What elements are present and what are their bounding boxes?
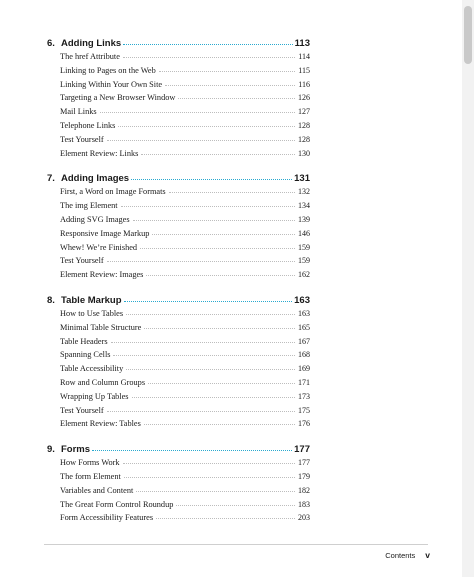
entry-page-number: 173 bbox=[298, 391, 310, 401]
leader-dots bbox=[111, 336, 295, 343]
toc-entry[interactable] bbox=[47, 472, 310, 486]
leader-dots bbox=[124, 294, 293, 302]
leader-dots bbox=[123, 457, 295, 464]
entry-page-number: 203 bbox=[298, 513, 310, 523]
chapter-heading-7[interactable] bbox=[47, 173, 310, 187]
toc-entry[interactable] bbox=[47, 149, 310, 163]
entry-page-number: 169 bbox=[298, 364, 310, 374]
chapter-number: 8. bbox=[47, 294, 55, 306]
entry-title: Whew! We’re Finished bbox=[60, 242, 138, 252]
leader-dots bbox=[165, 79, 295, 86]
leader-dots bbox=[107, 405, 295, 412]
toc-entry[interactable] bbox=[47, 80, 310, 94]
entry-title: Adding SVG Images bbox=[60, 214, 130, 224]
footer-divider bbox=[44, 544, 428, 545]
toc-entry[interactable] bbox=[47, 350, 310, 364]
chapter-page-number: 131 bbox=[294, 173, 310, 185]
entry-title: Row and Column Groups bbox=[60, 377, 146, 387]
entry-title: Responsive Image Markup bbox=[60, 228, 150, 238]
entry-page-number: 165 bbox=[298, 322, 310, 332]
toc-entry[interactable] bbox=[47, 187, 310, 201]
entry-title: The Great Form Control Roundup bbox=[60, 499, 174, 509]
entry-page-number: 115 bbox=[298, 65, 310, 75]
entry-title: The img Element bbox=[60, 201, 118, 211]
toc-entry[interactable] bbox=[47, 201, 310, 215]
toc-entry[interactable] bbox=[47, 513, 310, 527]
leader-dots bbox=[92, 443, 292, 451]
entry-page-number: 146 bbox=[298, 228, 310, 238]
leader-dots bbox=[126, 363, 295, 370]
chapter-number: 9. bbox=[47, 444, 55, 456]
chapter-number: 6. bbox=[47, 38, 55, 49]
entry-page-number: 127 bbox=[298, 107, 310, 117]
table-of-contents bbox=[47, 38, 310, 527]
leader-dots bbox=[146, 269, 295, 276]
toc-entry[interactable] bbox=[47, 270, 310, 284]
entry-title: Mail Links bbox=[60, 107, 97, 117]
entry-title: The form Element bbox=[60, 471, 121, 481]
entry-title: Targeting a New Browser Window bbox=[60, 93, 176, 103]
entry-title: Test Yourself bbox=[60, 405, 104, 415]
chapter-number: 7. bbox=[47, 173, 55, 185]
leader-dots bbox=[133, 214, 295, 221]
entry-title: Minimal Table Structure bbox=[60, 322, 142, 332]
leader-dots bbox=[156, 512, 295, 519]
entry-title: Element Review: Tables bbox=[60, 419, 141, 429]
toc-entry[interactable] bbox=[47, 392, 310, 406]
leader-dots bbox=[107, 134, 295, 141]
entry-title: Wrapping Up Tables bbox=[60, 391, 129, 401]
entry-page-number: 114 bbox=[298, 52, 310, 61]
toc-entry[interactable] bbox=[47, 135, 310, 149]
entry-page-number: 175 bbox=[298, 405, 310, 415]
chapter-heading-9[interactable] bbox=[47, 444, 310, 458]
entry-page-number: 182 bbox=[298, 485, 310, 495]
leader-dots bbox=[118, 120, 295, 127]
entry-page-number: 171 bbox=[298, 377, 310, 387]
entry-page-number: 116 bbox=[298, 79, 310, 89]
entry-page-number: 163 bbox=[298, 308, 310, 318]
entry-title: Element Review: Images bbox=[60, 270, 144, 280]
toc-entry[interactable] bbox=[47, 458, 310, 472]
entry-title: Spanning Cells bbox=[60, 350, 111, 360]
entry-page-number: 167 bbox=[298, 336, 310, 346]
entry-page-number: 177 bbox=[298, 458, 310, 468]
leader-dots bbox=[141, 148, 295, 155]
scrollbar-thumb[interactable] bbox=[464, 6, 472, 64]
entry-page-number: 130 bbox=[298, 148, 310, 158]
chapter-title: Adding Links bbox=[61, 38, 122, 49]
toc-entry[interactable] bbox=[47, 323, 310, 337]
leader-dots bbox=[131, 172, 292, 180]
page-footer bbox=[360, 550, 430, 562]
toc-entry[interactable] bbox=[47, 215, 310, 229]
entry-page-number: 183 bbox=[298, 499, 310, 509]
entry-title: First, a Word on Image Formats bbox=[60, 187, 166, 197]
leader-dots bbox=[123, 37, 293, 45]
leader-dots bbox=[136, 485, 295, 492]
toc-entry[interactable] bbox=[47, 52, 310, 66]
entry-page-number: 128 bbox=[298, 120, 310, 130]
chapter-heading-8[interactable] bbox=[47, 295, 310, 309]
entry-title: How to Use Tables bbox=[60, 308, 124, 318]
entry-title: Test Yourself bbox=[60, 134, 104, 144]
chapter-page-number: 177 bbox=[294, 444, 310, 456]
leader-dots bbox=[121, 200, 295, 207]
entry-page-number: 134 bbox=[298, 201, 310, 211]
entry-page-number: 126 bbox=[298, 93, 310, 103]
toc-entry[interactable] bbox=[47, 121, 310, 135]
entry-title: Linking Within Your Own Site bbox=[60, 79, 163, 89]
leader-dots bbox=[178, 92, 295, 99]
leader-dots bbox=[159, 65, 296, 72]
footer-section-label: Contents bbox=[385, 551, 416, 560]
entry-title: How Forms Work bbox=[60, 458, 120, 468]
toc-entry[interactable] bbox=[47, 500, 310, 514]
entry-title: Telephone Links bbox=[60, 120, 116, 130]
toc-entry[interactable] bbox=[47, 337, 310, 351]
entry-title: Table Accessibility bbox=[60, 364, 124, 374]
toc-entry[interactable] bbox=[47, 256, 310, 270]
entry-title: The href Attribute bbox=[60, 52, 120, 61]
toc-entry[interactable] bbox=[47, 378, 310, 392]
chapter-heading-6[interactable] bbox=[47, 38, 310, 52]
entry-title: Variables and Content bbox=[60, 485, 134, 495]
leader-dots bbox=[113, 349, 295, 356]
entry-page-number: 159 bbox=[298, 256, 310, 266]
toc-entry[interactable] bbox=[47, 419, 310, 433]
toc-entry[interactable] bbox=[47, 406, 310, 420]
entry-page-number: 139 bbox=[298, 214, 310, 224]
leader-dots bbox=[176, 499, 295, 506]
entry-page-number: 128 bbox=[298, 134, 310, 144]
leader-dots bbox=[148, 377, 295, 384]
entry-page-number: 179 bbox=[298, 471, 310, 481]
leader-dots bbox=[124, 471, 295, 478]
entry-page-number: 168 bbox=[298, 350, 310, 360]
leader-dots bbox=[144, 418, 295, 425]
toc-entry[interactable] bbox=[47, 243, 310, 257]
entry-page-number: 159 bbox=[298, 242, 310, 252]
leader-dots bbox=[107, 255, 295, 262]
toc-entry[interactable] bbox=[47, 364, 310, 378]
leader-dots bbox=[144, 322, 295, 329]
entry-title: Table Headers bbox=[60, 336, 108, 346]
vertical-scrollbar[interactable] bbox=[462, 0, 474, 577]
toc-entry[interactable] bbox=[47, 93, 310, 107]
entry-page-number: 162 bbox=[298, 270, 310, 280]
leader-dots bbox=[123, 51, 295, 58]
entry-page-number: 132 bbox=[298, 187, 310, 197]
entry-title: Linking to Pages on the Web bbox=[60, 65, 156, 75]
entry-title: Test Yourself bbox=[60, 256, 104, 266]
toc-entry[interactable] bbox=[47, 229, 310, 243]
toc-entry[interactable] bbox=[47, 486, 310, 500]
chapter-page-number: 113 bbox=[294, 38, 310, 49]
chapter-title: Adding Images bbox=[61, 173, 130, 185]
leader-dots bbox=[100, 106, 295, 113]
entry-page-number: 176 bbox=[298, 419, 310, 429]
chapter-title: Table Markup bbox=[61, 294, 122, 306]
leader-dots bbox=[169, 186, 295, 193]
chapter-page-number: 163 bbox=[294, 294, 310, 306]
footer-page-number: v bbox=[425, 550, 430, 560]
toc-entry[interactable] bbox=[47, 107, 310, 121]
leader-dots bbox=[126, 308, 295, 315]
leader-dots bbox=[152, 228, 295, 235]
entry-title: Element Review: Links bbox=[60, 148, 139, 158]
chapter-title: Forms bbox=[61, 444, 91, 456]
entry-title: Form Accessibility Features bbox=[60, 513, 154, 523]
leader-dots bbox=[140, 242, 295, 249]
toc-entry[interactable] bbox=[47, 309, 310, 323]
leader-dots bbox=[132, 391, 295, 398]
toc-entry[interactable] bbox=[47, 66, 310, 80]
